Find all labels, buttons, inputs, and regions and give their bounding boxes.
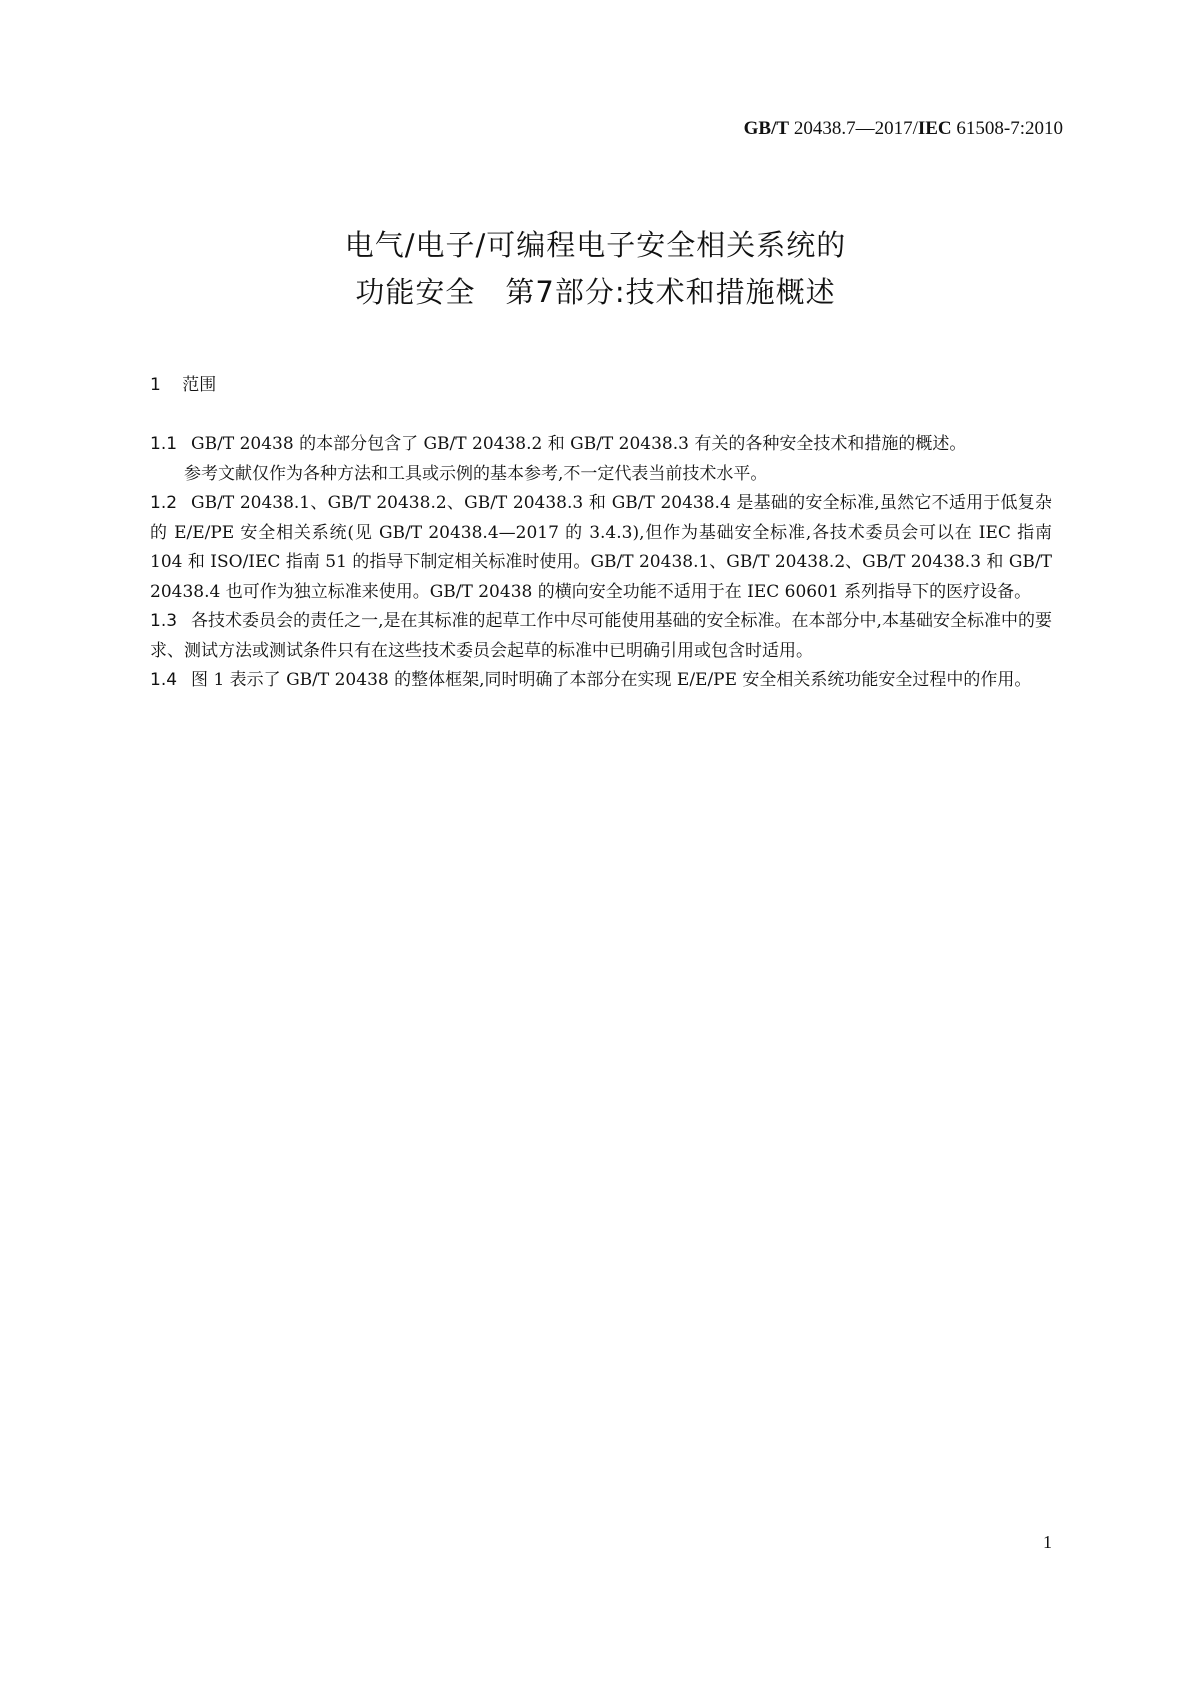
reference-note [150, 460, 1052, 490]
clause-text: GB/T 20438.1、GB/T 20438.2、GB/T 20438.3 和 GB/T 20438.4 是基础的安全标准,虽然它不适用于低复杂的 E/E/PE 安全相关系统(见 GB/T 20438.4—2017 的 3.4.3),但作为基础安全标准,各技术委员会可以在 IEC 指南 104 和 ISO/IEC 指南 51 的指导下制定相关标准时使用。GB/T 20438.1、GB/T 20438.2、GB/T 20438.3 和 GB/T 20438.4 也可作为独立标准来使用。GB/T 20438 的横向安全功能不适用于在 IEC 60601 系列指导下的医疗设备。 [150, 493, 1052, 602]
clause-text: GB/T 20438 的本部分包含了 GB/T 20438.2 和 GB/T 20438.3 有关的各种安全技术和措施的概述。 [191, 434, 967, 454]
clause-1-2 [150, 489, 1052, 607]
iec-number: 61508-7:2010 [956, 118, 1063, 139]
clause-number: 1.4 [150, 670, 178, 690]
clause-1-3 [150, 607, 1052, 666]
section-heading [150, 370, 216, 395]
clause-number: 1.3 [150, 611, 178, 631]
standard-prefix: GB/T [743, 118, 790, 139]
title-line-1: 电气/电子/可编程电子安全相关系统的 [344, 228, 847, 262]
title-line-2: 功能安全 第7部分:技术和措施概述 [355, 275, 836, 309]
clause-number: 1.2 [150, 493, 178, 513]
standard-number: 20438.7—2017/ [793, 118, 918, 139]
document-title [0, 222, 1191, 316]
clause-number: 1.1 [150, 434, 178, 454]
reference-note-text: 参考文献仅作为各种方法和工具或示例的基本参考,不一定代表当前技术水平。 [184, 463, 768, 484]
iec-prefix: IEC [917, 118, 952, 139]
page-number: 1 [1043, 1532, 1052, 1552]
section-number: 1 [150, 375, 161, 395]
clause-1-1 [150, 430, 1052, 460]
section-title: 范围 [182, 375, 217, 395]
clause-1-4 [150, 666, 1052, 696]
clause-text: 图 1 表示了 GB/T 20438 的整体框架,同时明确了本部分在实现 E/E/PE 安全相关系统功能安全过程中的作用。 [191, 670, 1032, 690]
standard-designation [744, 118, 1063, 140]
clause-text: 各技术委员会的责任之一,是在其标准的起草工作中尽可能使用基础的安全标准。在本部分中,本基础安全标准中的要求、测试方法或测试条件只有在这些技术委员会起草的标准中已明确引用或包含时适用。 [150, 611, 1052, 661]
section-content [150, 430, 1052, 696]
